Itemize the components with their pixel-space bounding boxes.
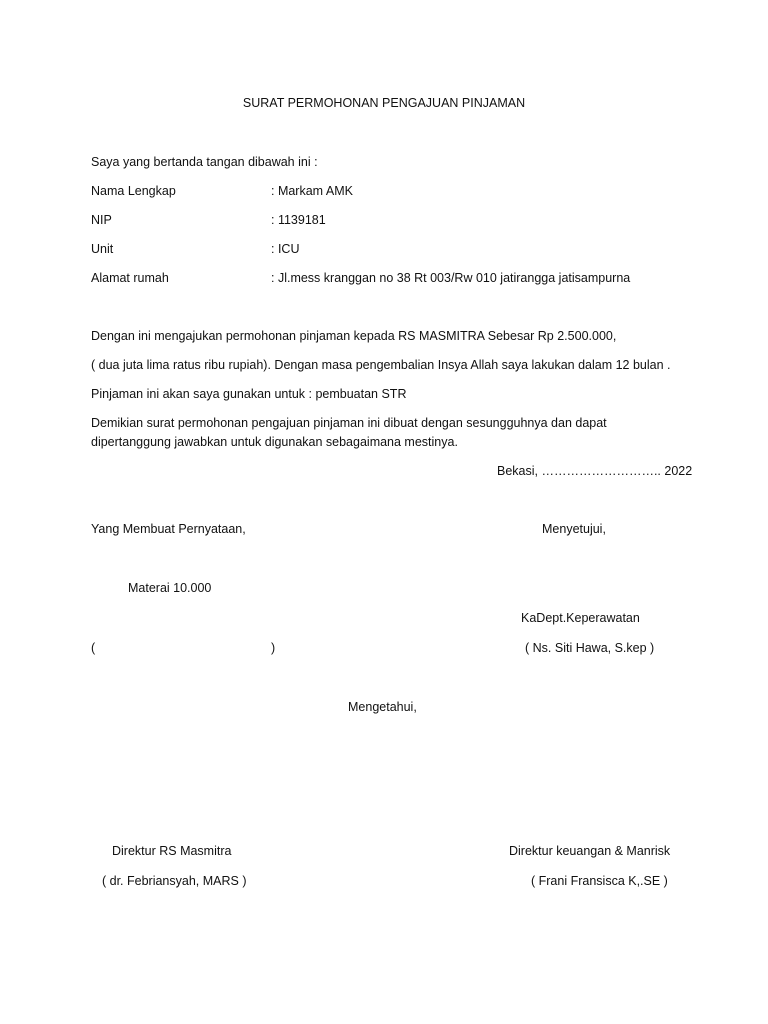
field-label-name: Nama Lengkap — [91, 184, 176, 198]
field-value-unit: : ICU — [271, 242, 300, 256]
director-title: Direktur RS Masmitra — [112, 844, 232, 858]
body-line-purpose: Pinjaman ini akan saya gunakan untuk : pembuatan STR — [91, 387, 407, 401]
approver-name: ( Ns. Siti Hawa, S.kep ) — [525, 641, 655, 655]
body-closing-line-2: dipertanggung jawabkan untuk digunakan sebagaimana mestinya. — [91, 435, 458, 449]
field-value-name: : Markam AMK — [271, 184, 353, 198]
director-name: ( dr. Febriansyah, MARS ) — [102, 874, 247, 888]
place-date: Bekasi, ……………………….. 2022 — [497, 464, 693, 478]
body-line-loan-request: Dengan ini mengajukan permohonan pinjaman kepada RS MASMITRA Sebesar Rp 2.500.000, — [91, 329, 617, 343]
field-label-unit: Unit — [91, 242, 114, 256]
letter-title: SURAT PERMOHONAN PENGAJUAN PINJAMAN — [242, 96, 526, 110]
field-value-nip: : 1139181 — [271, 213, 326, 227]
field-label-address: Alamat rumah — [91, 271, 169, 285]
maker-label: Yang Membuat Pernyataan, — [91, 522, 246, 536]
intro-text: Saya yang bertanda tangan dibawah ini : — [91, 155, 318, 169]
body-closing-line-1: Demikian surat permohonan pengajuan pinjaman ini dibuat dengan sesungguhnya dan dapat — [91, 416, 607, 430]
maker-name-close-paren: ) — [271, 641, 276, 655]
field-label-nip: NIP — [91, 213, 112, 227]
maker-name-open-paren: ( — [91, 641, 96, 655]
finance-director-name: ( Frani Fransisca K,.SE ) — [531, 874, 668, 888]
approver-title: KaDept.Keperawatan — [521, 611, 640, 625]
approver-label: Menyetujui, — [542, 522, 606, 536]
finance-director-title: Direktur keuangan & Manrisk — [509, 844, 671, 858]
known-label: Mengetahui, — [348, 700, 417, 714]
body-line-repayment: ( dua juta lima ratus ribu rupiah). Dengan masa pengembalian Insya Allah saya lakukan dalam 12 bulan . — [91, 358, 671, 372]
field-value-address: : Jl.mess kranggan no 38 Rt 003/Rw 010 jatirangga jatisampurna — [271, 271, 631, 285]
stamp-note: Materai 10.000 — [128, 581, 212, 595]
